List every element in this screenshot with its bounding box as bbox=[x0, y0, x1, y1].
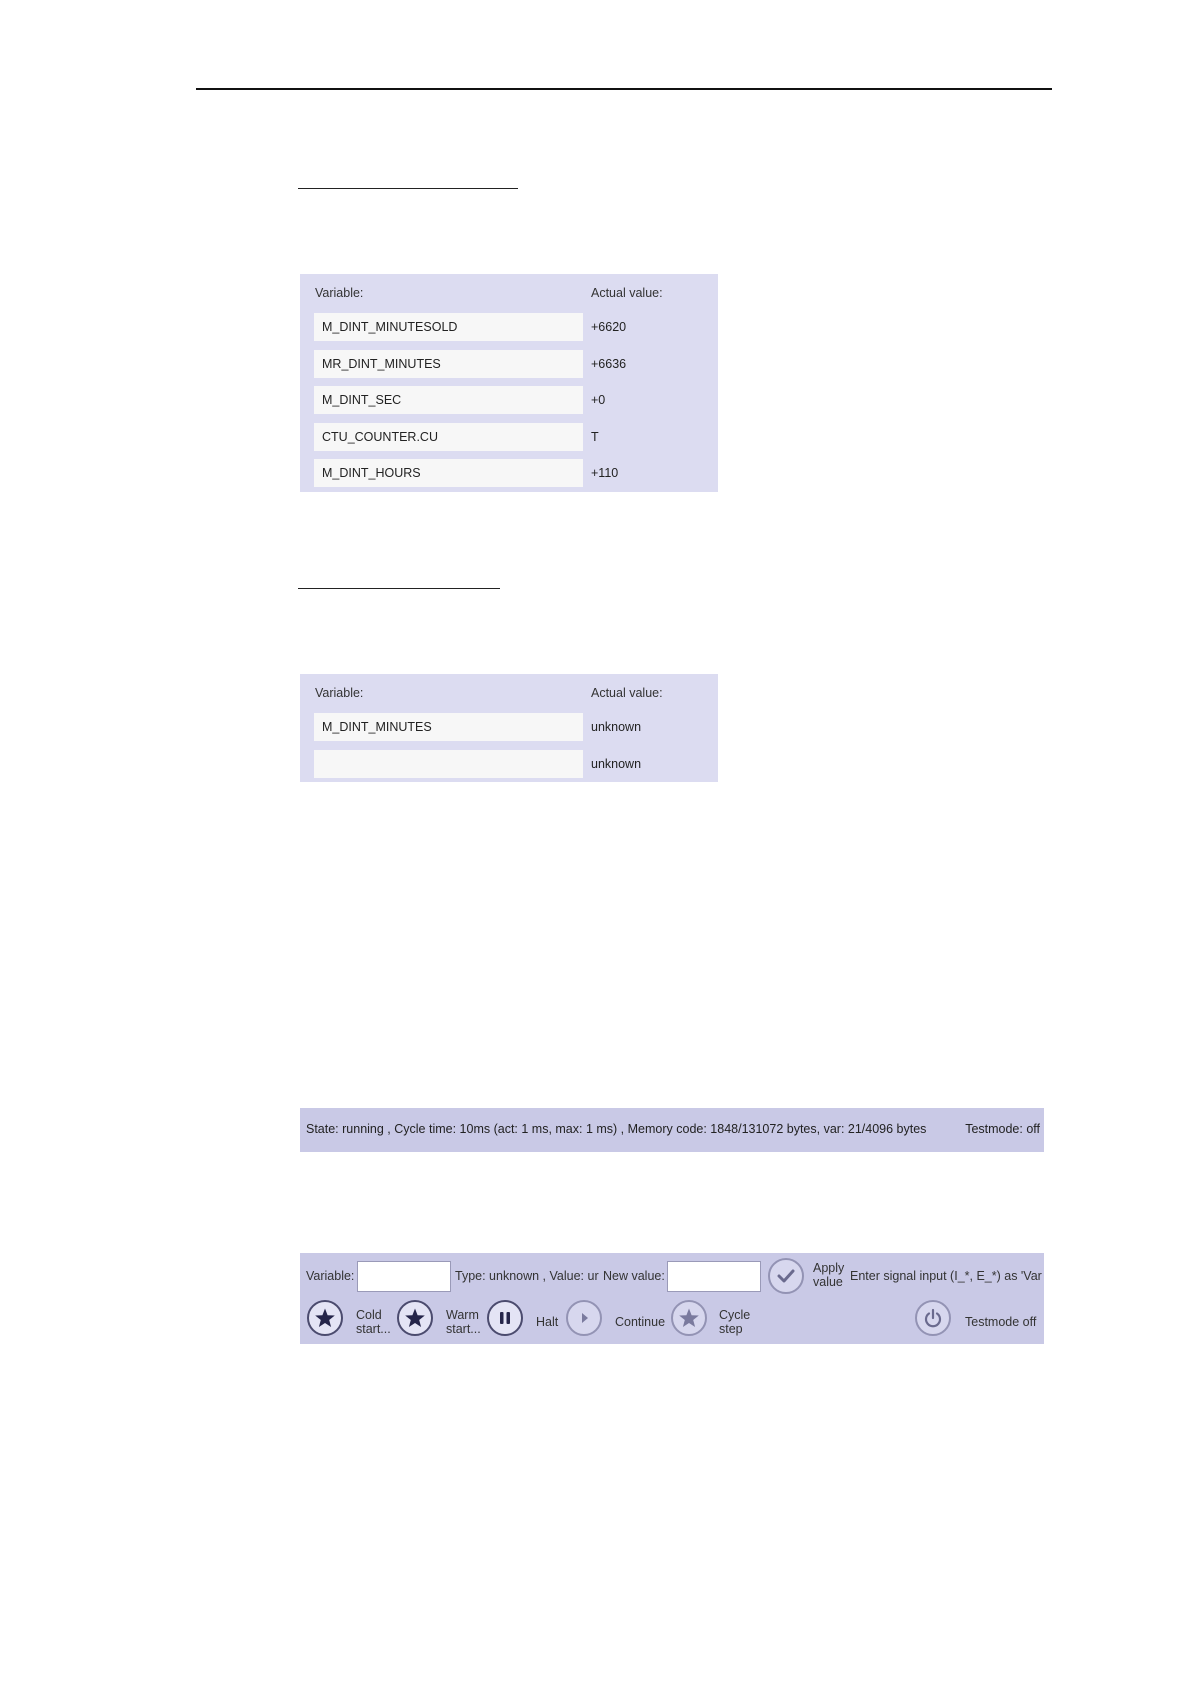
continue-button[interactable] bbox=[566, 1300, 602, 1336]
variable-row bbox=[300, 710, 718, 747]
halt-label: Halt bbox=[536, 1315, 559, 1329]
variable-name-input[interactable] bbox=[314, 313, 583, 341]
actual-value: +110 bbox=[591, 466, 619, 480]
actual-value: T bbox=[591, 429, 599, 444]
warm-start-button[interactable] bbox=[397, 1300, 433, 1336]
apply-label-line2: value bbox=[813, 1275, 843, 1289]
warm-start-label bbox=[446, 1308, 481, 1336]
variable-panel-1 bbox=[300, 274, 718, 492]
cold-start-line1: Cold bbox=[356, 1308, 382, 1322]
apply-value-label bbox=[813, 1261, 844, 1289]
variable-column-header: Variable: bbox=[315, 686, 364, 700]
control-bar bbox=[300, 1253, 1044, 1344]
header-rule bbox=[196, 88, 1052, 90]
cycle-step-line1: Cycle bbox=[719, 1308, 751, 1322]
new-value-input[interactable] bbox=[667, 1261, 761, 1292]
variable-name-input[interactable] bbox=[314, 459, 583, 487]
actual-value-column-header: Actual value: bbox=[591, 686, 663, 700]
actual-value: +6620 bbox=[591, 320, 627, 334]
cycle-step-line2: step bbox=[719, 1322, 743, 1336]
testmode-status: Testmode: off bbox=[965, 1122, 1040, 1136]
power-icon bbox=[922, 1307, 944, 1329]
variable-row bbox=[300, 420, 718, 457]
apply-label-line1: Apply bbox=[813, 1261, 845, 1275]
panel-header bbox=[300, 274, 718, 310]
halt-button[interactable] bbox=[487, 1300, 523, 1336]
variable-input[interactable] bbox=[357, 1261, 451, 1292]
variable-name-input[interactable] bbox=[314, 386, 583, 414]
section-heading-2 bbox=[298, 570, 500, 589]
cycle-step-label bbox=[719, 1308, 750, 1336]
panel-header bbox=[300, 674, 718, 710]
type-value-text: Type: unknown , Value: ur bbox=[455, 1269, 599, 1283]
new-value-label: New value: bbox=[603, 1269, 665, 1283]
variable-name-input[interactable] bbox=[314, 423, 583, 451]
variable-label: Variable: bbox=[306, 1269, 355, 1283]
cold-start-button[interactable] bbox=[307, 1300, 343, 1336]
variable-row bbox=[300, 347, 718, 384]
actual-value-column-header: Actual value: bbox=[591, 286, 663, 300]
actual-value: unknown bbox=[591, 756, 642, 771]
cycle-step-button[interactable] bbox=[671, 1300, 707, 1336]
actual-value: +0 bbox=[591, 393, 606, 407]
plc-state-text: State: running , Cycle time: 10ms (act: 1 ms, max: 1 ms) , Memory code: 1848/131072 bytes, var: 21/4096 bytes bbox=[306, 1122, 927, 1136]
testmode-label: Testmode off bbox=[965, 1315, 1037, 1329]
variable-name-input[interactable] bbox=[314, 713, 583, 741]
variable-panel-2 bbox=[300, 674, 718, 782]
pause-icon bbox=[496, 1309, 514, 1327]
star-icon bbox=[404, 1307, 426, 1329]
variable-row bbox=[300, 456, 718, 493]
star-icon bbox=[314, 1307, 336, 1329]
testmode-button[interactable] bbox=[915, 1300, 951, 1336]
variable-row bbox=[300, 747, 718, 784]
status-bar bbox=[300, 1108, 1044, 1152]
variable-name-input[interactable] bbox=[314, 750, 583, 778]
continue-label: Continue bbox=[615, 1315, 666, 1329]
variable-row bbox=[300, 310, 718, 347]
warm-start-line2: start... bbox=[446, 1322, 481, 1336]
play-icon bbox=[575, 1309, 593, 1327]
actual-value: unknown bbox=[591, 720, 642, 734]
star-icon bbox=[678, 1307, 700, 1329]
cold-start-label bbox=[356, 1308, 391, 1336]
variable-name-input[interactable] bbox=[314, 350, 583, 378]
actual-value: +6636 bbox=[591, 356, 627, 371]
signal-input-hint: Enter signal input (I_*, E_*) as 'Var bbox=[850, 1269, 1042, 1283]
warm-start-line1: Warm bbox=[446, 1308, 479, 1322]
variable-column-header: Variable: bbox=[315, 286, 364, 300]
check-icon bbox=[775, 1265, 797, 1287]
variable-row bbox=[300, 383, 718, 420]
cold-start-line2: start... bbox=[356, 1322, 391, 1336]
section-heading-1 bbox=[298, 170, 518, 189]
apply-value-button[interactable] bbox=[768, 1258, 804, 1294]
